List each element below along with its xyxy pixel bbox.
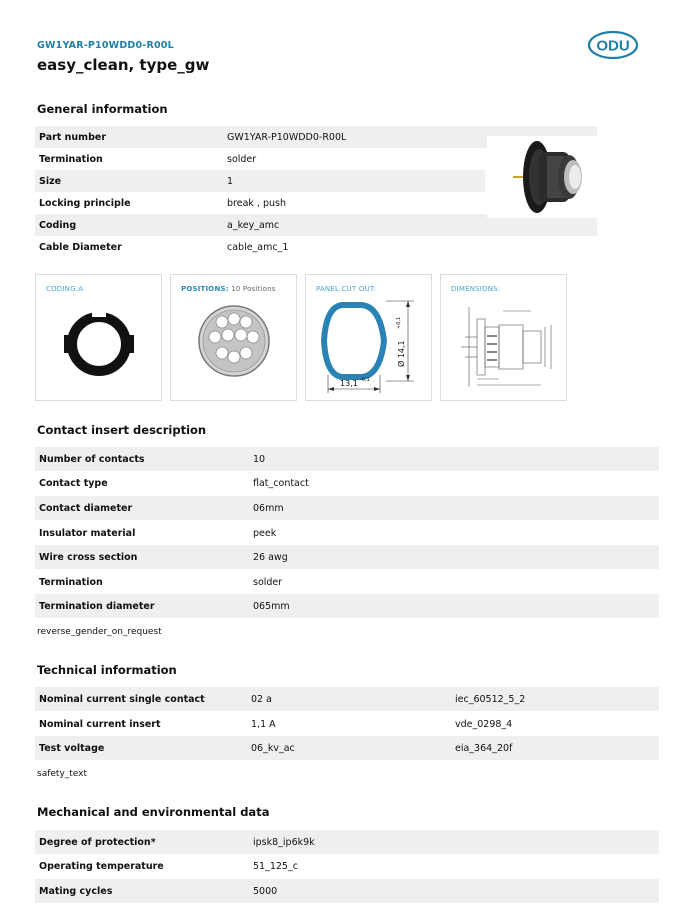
dimensions-drawing	[447, 297, 561, 395]
technical-info-heading: Technical information	[37, 663, 177, 677]
contact-insert-heading: Contact insert description	[37, 423, 207, 437]
positions-diagram	[195, 302, 273, 380]
panel-cut-out-card	[305, 274, 432, 401]
dimensions-caption: DIMENSIONS:	[451, 285, 501, 293]
technical-row: Nominal current insert 1,1 A vde_0298_4	[39, 718, 513, 730]
logo-text: ODU	[596, 37, 630, 55]
product-image	[487, 136, 597, 218]
panel-cut-out-diagram	[314, 295, 426, 395]
positions-caption-value: 10 Positions	[228, 285, 276, 293]
coding-caption: CODING:A	[46, 285, 84, 293]
panel-dim-diameter-tol: +0,1	[396, 316, 402, 329]
dimensions-card	[440, 274, 567, 401]
positions-card	[170, 274, 297, 401]
part-code: GW1YAR-P10WDD0-R00L	[37, 40, 174, 51]
odu-logo	[587, 30, 639, 60]
contact-row: Termination diameter 065mm	[35, 594, 659, 618]
panel-caption: PANEL CUT OUT:	[316, 285, 377, 293]
general-row: Cable Diameter cable_amc_1	[39, 241, 289, 253]
contact-row: Wire cross section 26 awg	[35, 545, 659, 569]
general-row: Part number GW1YAR-P10WDD0-R00L	[35, 126, 597, 148]
contact-note: reverse_gender_on_request	[37, 627, 162, 637]
panel-dim-diameter: Ø 14,1	[397, 340, 406, 367]
product-title: easy_clean, type_gw	[37, 56, 210, 74]
coding-card	[35, 274, 162, 401]
technical-row: Nominal current single contact 02 a iec_60512_5_2	[35, 687, 659, 711]
contact-row: Contact diameter 06mm	[35, 496, 659, 520]
general-row: Coding a_key_amc	[35, 214, 597, 236]
contact-row: Number of contacts 10	[35, 447, 659, 471]
mechanical-heading: Mechanical and environmental data	[37, 805, 270, 819]
general-info-heading: General information	[37, 102, 168, 116]
contact-row: Termination solder	[39, 576, 283, 588]
mechanical-row: Degree of protection* ipsk8_ip6k9k	[35, 830, 659, 854]
contact-row: Insulator material peek	[39, 527, 277, 539]
technical-row: Test voltage 06_kv_ac eia_364_20f	[35, 736, 659, 760]
panel-dim-width: 13,1	[340, 379, 358, 388]
positions-caption-key: POSITIONS:	[181, 285, 229, 293]
panel-dim-width-tol: -0,1	[360, 377, 370, 383]
coding-diagram	[58, 303, 140, 385]
general-row: Locking principle break , push	[39, 197, 286, 209]
contact-row: Contact type flat_contact	[39, 477, 309, 489]
safety-note: safety_text	[37, 769, 88, 779]
general-row: Size 1	[35, 170, 485, 192]
general-row: Termination solder	[39, 153, 257, 165]
mechanical-row: Mating cycles 5000	[35, 879, 659, 903]
mechanical-row: Operating temperature 51_125_c	[39, 860, 298, 872]
